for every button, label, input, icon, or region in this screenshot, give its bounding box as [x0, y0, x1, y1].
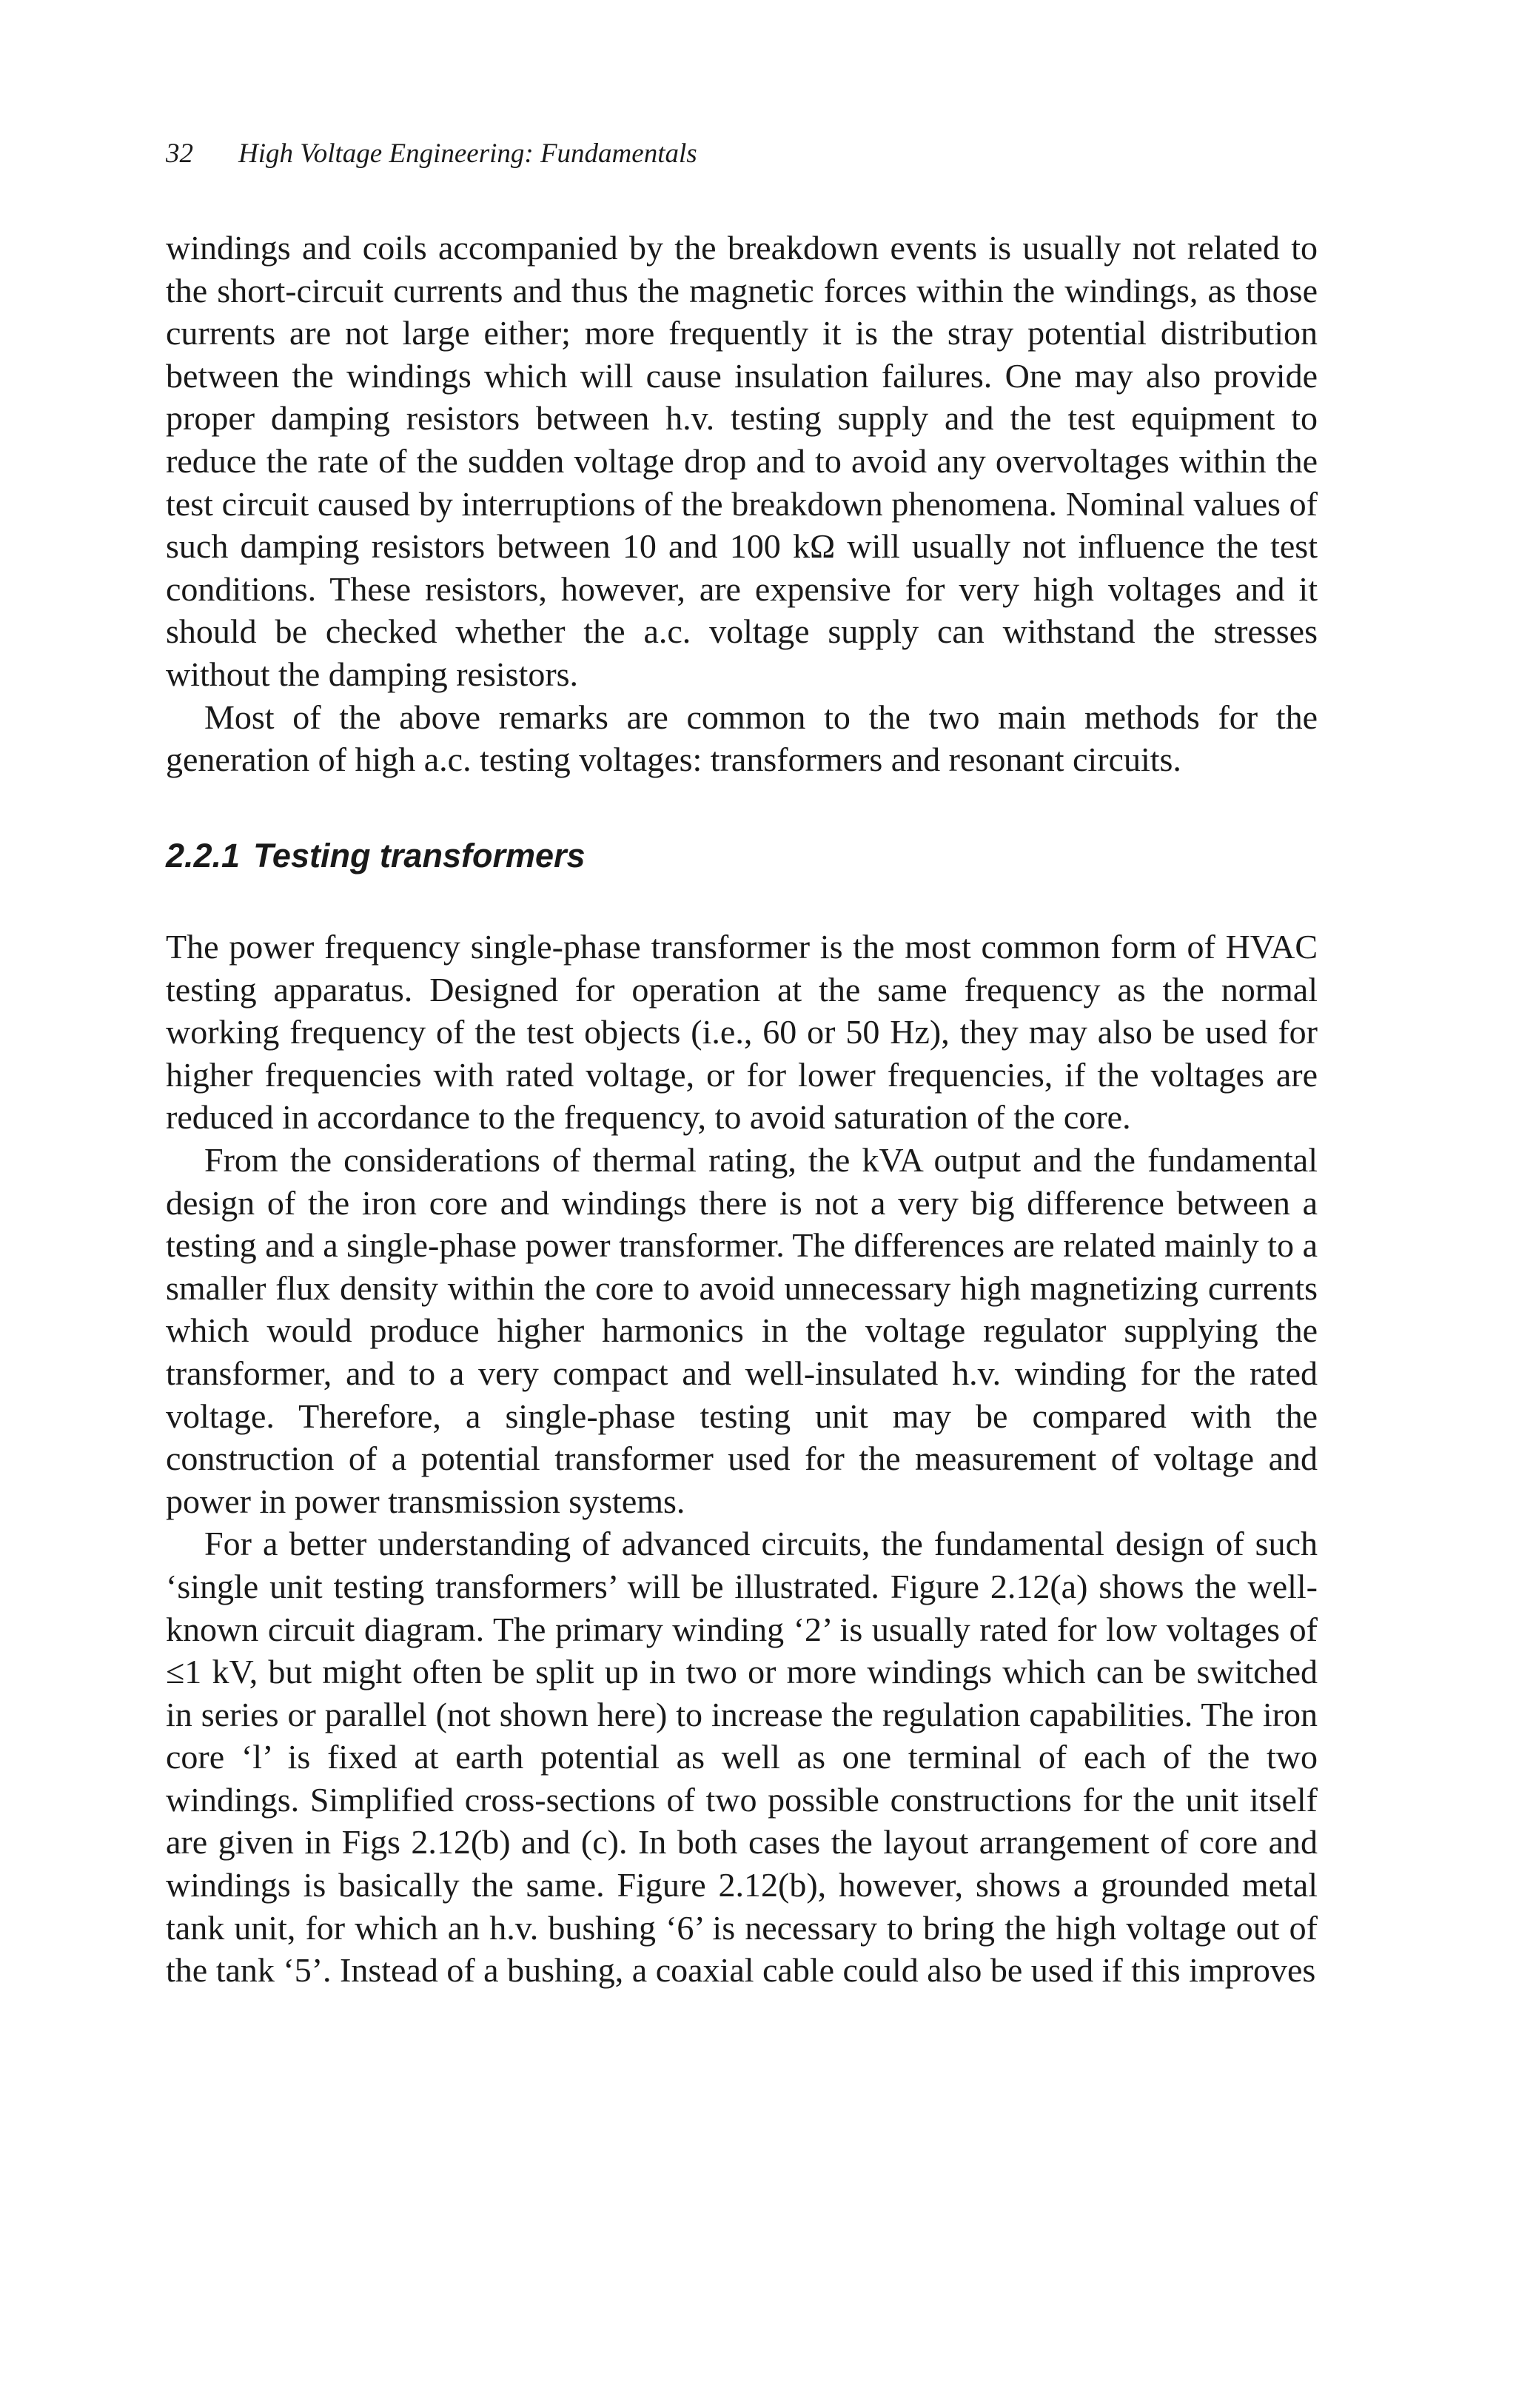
section-number: 2.2.1 [166, 837, 241, 874]
book-title: High Voltage Engineering: Fundamentals [238, 138, 697, 169]
paragraph-continued: windings and coils accompanied by the breakdown events is usually not related to the short-circuit currents and thus the magnetic forces within the windings, as those currents are not large either; more frequently it is the stray potential distribution between the windings which will cause insulation failures. One may also provide proper damping resistors between h.v. testing supply and the test equipment to reduce the rate of the sudden voltage drop and to avoid any overvoltages within the test circuit caused by interruptions of the breakdown phenomena. Nominal values of such damping resistors between 10 and 100 kΩ will usually not influence the test conditions. These resistors, however, are expensive for very high voltages and it should be checked whether the a.c. voltage supply can withstand the stresses without the damping resistors. [166, 229, 1318, 693]
text-block-after-heading [166, 926, 1318, 1992]
text-block-before-heading [166, 227, 1318, 781]
paragraph: Most of the above remarks are common to the two main methods for the generation of high a.c. testing voltages: transformers and resonant circuits. [166, 698, 1318, 779]
paragraph: The power frequency single-phase transformer is the most common form of HVAC testing apparatus. Designed for operation at the same frequency as the normal working frequency of the test objects (i.e., 60 or 50 Hz), they may also be used for higher frequencies with rated voltage, or for lower frequencies, if the voltages are reduced in accordance to the frequency, to avoid saturation of the core. [166, 928, 1318, 1137]
paragraph: For a better understanding of advanced circuits, the fundamental design of such ‘single unit testing transformers’ will be illustrated. Figure 2.12(a) shows the well-known circuit diagram. The primary winding ‘2’ is usually rated for low voltages of ≤1 kV, but might often be split up in two or more windings which can be switched in series or parallel (not shown here) to increase the regulation capabilities. The iron core ‘l’ is fixed at earth potential as well as one terminal of each of the two windings. Simplified cross-sections of two possible constructions for the unit itself are given in Figs 2.12(b) and (c). In both cases the layout arrangement of core and windings is basically the same. Figure 2.12(b), however, shows a grounded metal tank unit, for which an h.v. bushing ‘6’ is necessary to bring the high voltage out of the tank ‘5’. Instead of a bushing, a coaxial cable could also be used if this improves [166, 1525, 1318, 1990]
page-number: 32 [166, 138, 193, 169]
paragraph: From the considerations of thermal rating, the kVA output and the fundamental design of the iron core and windings there is not a very big difference between a testing and a single-phase power transformer. The differences are related mainly to a smaller flux density within the core to avoid unnecessary high magnetizing currents which would produce higher harmonics in the voltage regulator supplying the transformer, and to a very compact and well-insulated h.v. winding for the rated voltage. Therefore, a single-phase testing unit may be compared with the construction of a potential transformer used for the measurement of voltage and power in power transmission systems. [166, 1140, 1318, 1520]
section-heading [166, 835, 586, 877]
running-head [166, 138, 697, 170]
section-title: Testing transformers [253, 837, 586, 874]
